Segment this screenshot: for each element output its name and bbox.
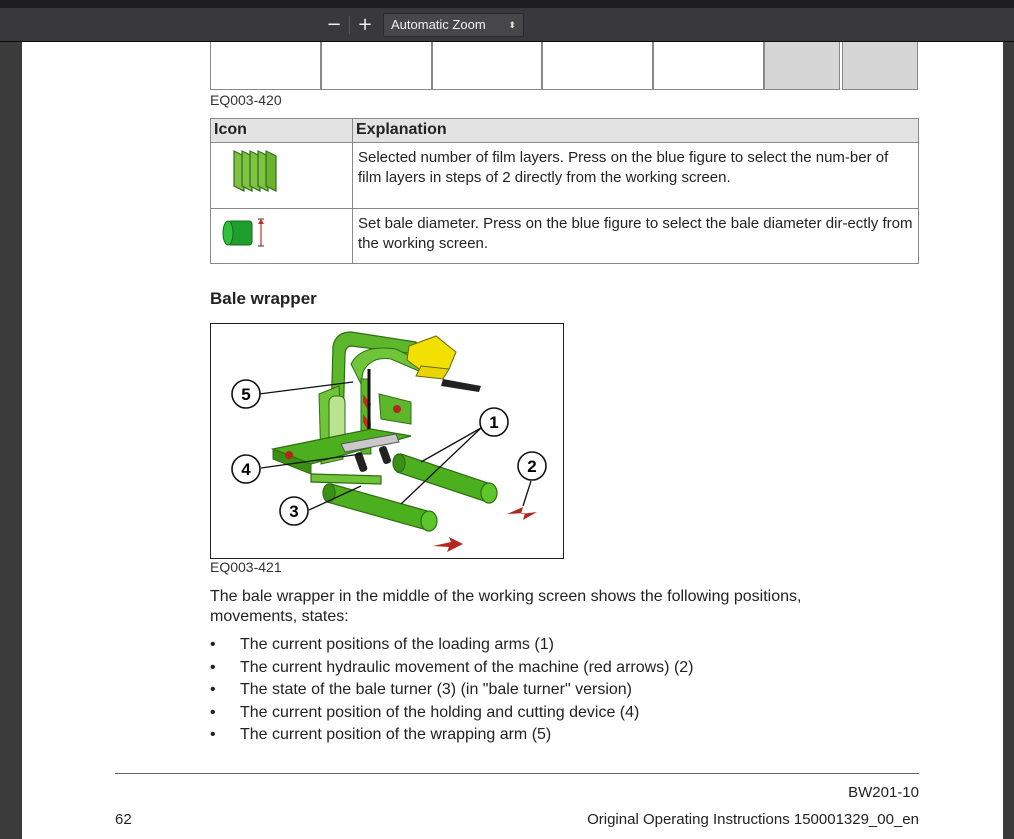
prev-table-cell — [432, 42, 542, 90]
pdf-toolbar — [0, 0, 1014, 42]
zoom-out-button[interactable]: − — [326, 14, 342, 35]
prev-table-cell-shaded — [764, 42, 840, 90]
callout-3: 3 — [289, 502, 299, 521]
callout-2: 2 — [527, 457, 537, 476]
footer-doc-title: Original Operating Instructions 150001329_00_en — [587, 811, 919, 828]
dropdown-arrow-icon: ⬍ — [508, 20, 516, 30]
viewer-scrollbar-track[interactable] — [1003, 42, 1014, 839]
callout-1: 1 — [489, 413, 499, 432]
bale-diameter-icon — [211, 209, 352, 259]
list-item: • The state of the bale turner (3) (in "bale turner" version) — [210, 679, 694, 702]
zoom-level-value: Automatic Zoom — [391, 17, 486, 32]
body-paragraph: The bale wrapper in the middle of the working screen shows the following positions, movements, states: — [210, 588, 802, 625]
icon-cell — [211, 143, 353, 209]
prev-table-cell — [321, 42, 432, 90]
list-item: • The current position of the wrapping arm (5) — [210, 724, 694, 747]
list-item: • The current positions of the loading arms (1) — [210, 634, 694, 657]
column-header-explanation: Explanation — [353, 119, 919, 143]
list-item: • The current hydraulic movement of the machine (red arrows) (2) — [210, 657, 694, 680]
explanation-cell: Selected number of film layers. Press on the blue figure to select the num-ber of film layers in steps of 2 directly from the working screen. — [353, 143, 919, 209]
bale-wrapper-illustration — [211, 324, 564, 559]
footer-doc-code: BW201-10 — [848, 784, 919, 801]
table-row — [211, 209, 919, 264]
table-header-row — [211, 119, 919, 143]
section-heading: Bale wrapper — [210, 289, 317, 308]
footer-divider — [115, 773, 919, 774]
zoom-in-button[interactable]: + — [357, 14, 373, 35]
callout-5: 5 — [241, 385, 251, 404]
prev-table-cell-shaded — [842, 42, 918, 90]
icon-table — [210, 118, 919, 264]
viewer-gutter-left — [0, 42, 22, 839]
icon-cell — [211, 209, 353, 264]
explanation-cell: Set bale diameter. Press on the blue figure to select the bale diameter dir-ectly from the working screen. — [353, 209, 919, 264]
film-layers-icon — [211, 143, 352, 204]
bale-wrapper-figure — [210, 323, 564, 559]
list-item: • The current position of the holding and cutting device (4) — [210, 702, 694, 725]
column-header-icon: Icon — [211, 119, 353, 143]
pdf-page — [22, 42, 1003, 839]
figure-caption-top: EQ003-420 — [210, 92, 282, 108]
prev-table-cell — [210, 42, 321, 90]
prev-table-cell — [653, 42, 764, 90]
figure-caption: EQ003-421 — [210, 559, 282, 575]
table-row — [211, 143, 919, 209]
prev-table-cell — [542, 42, 653, 90]
window-top-bar — [0, 0, 1014, 8]
zoom-select[interactable] — [383, 13, 524, 37]
callout-4: 4 — [241, 460, 251, 479]
page-number: 62 — [115, 811, 132, 828]
bullet-list — [210, 634, 694, 747]
toolbar-separator — [349, 16, 350, 34]
